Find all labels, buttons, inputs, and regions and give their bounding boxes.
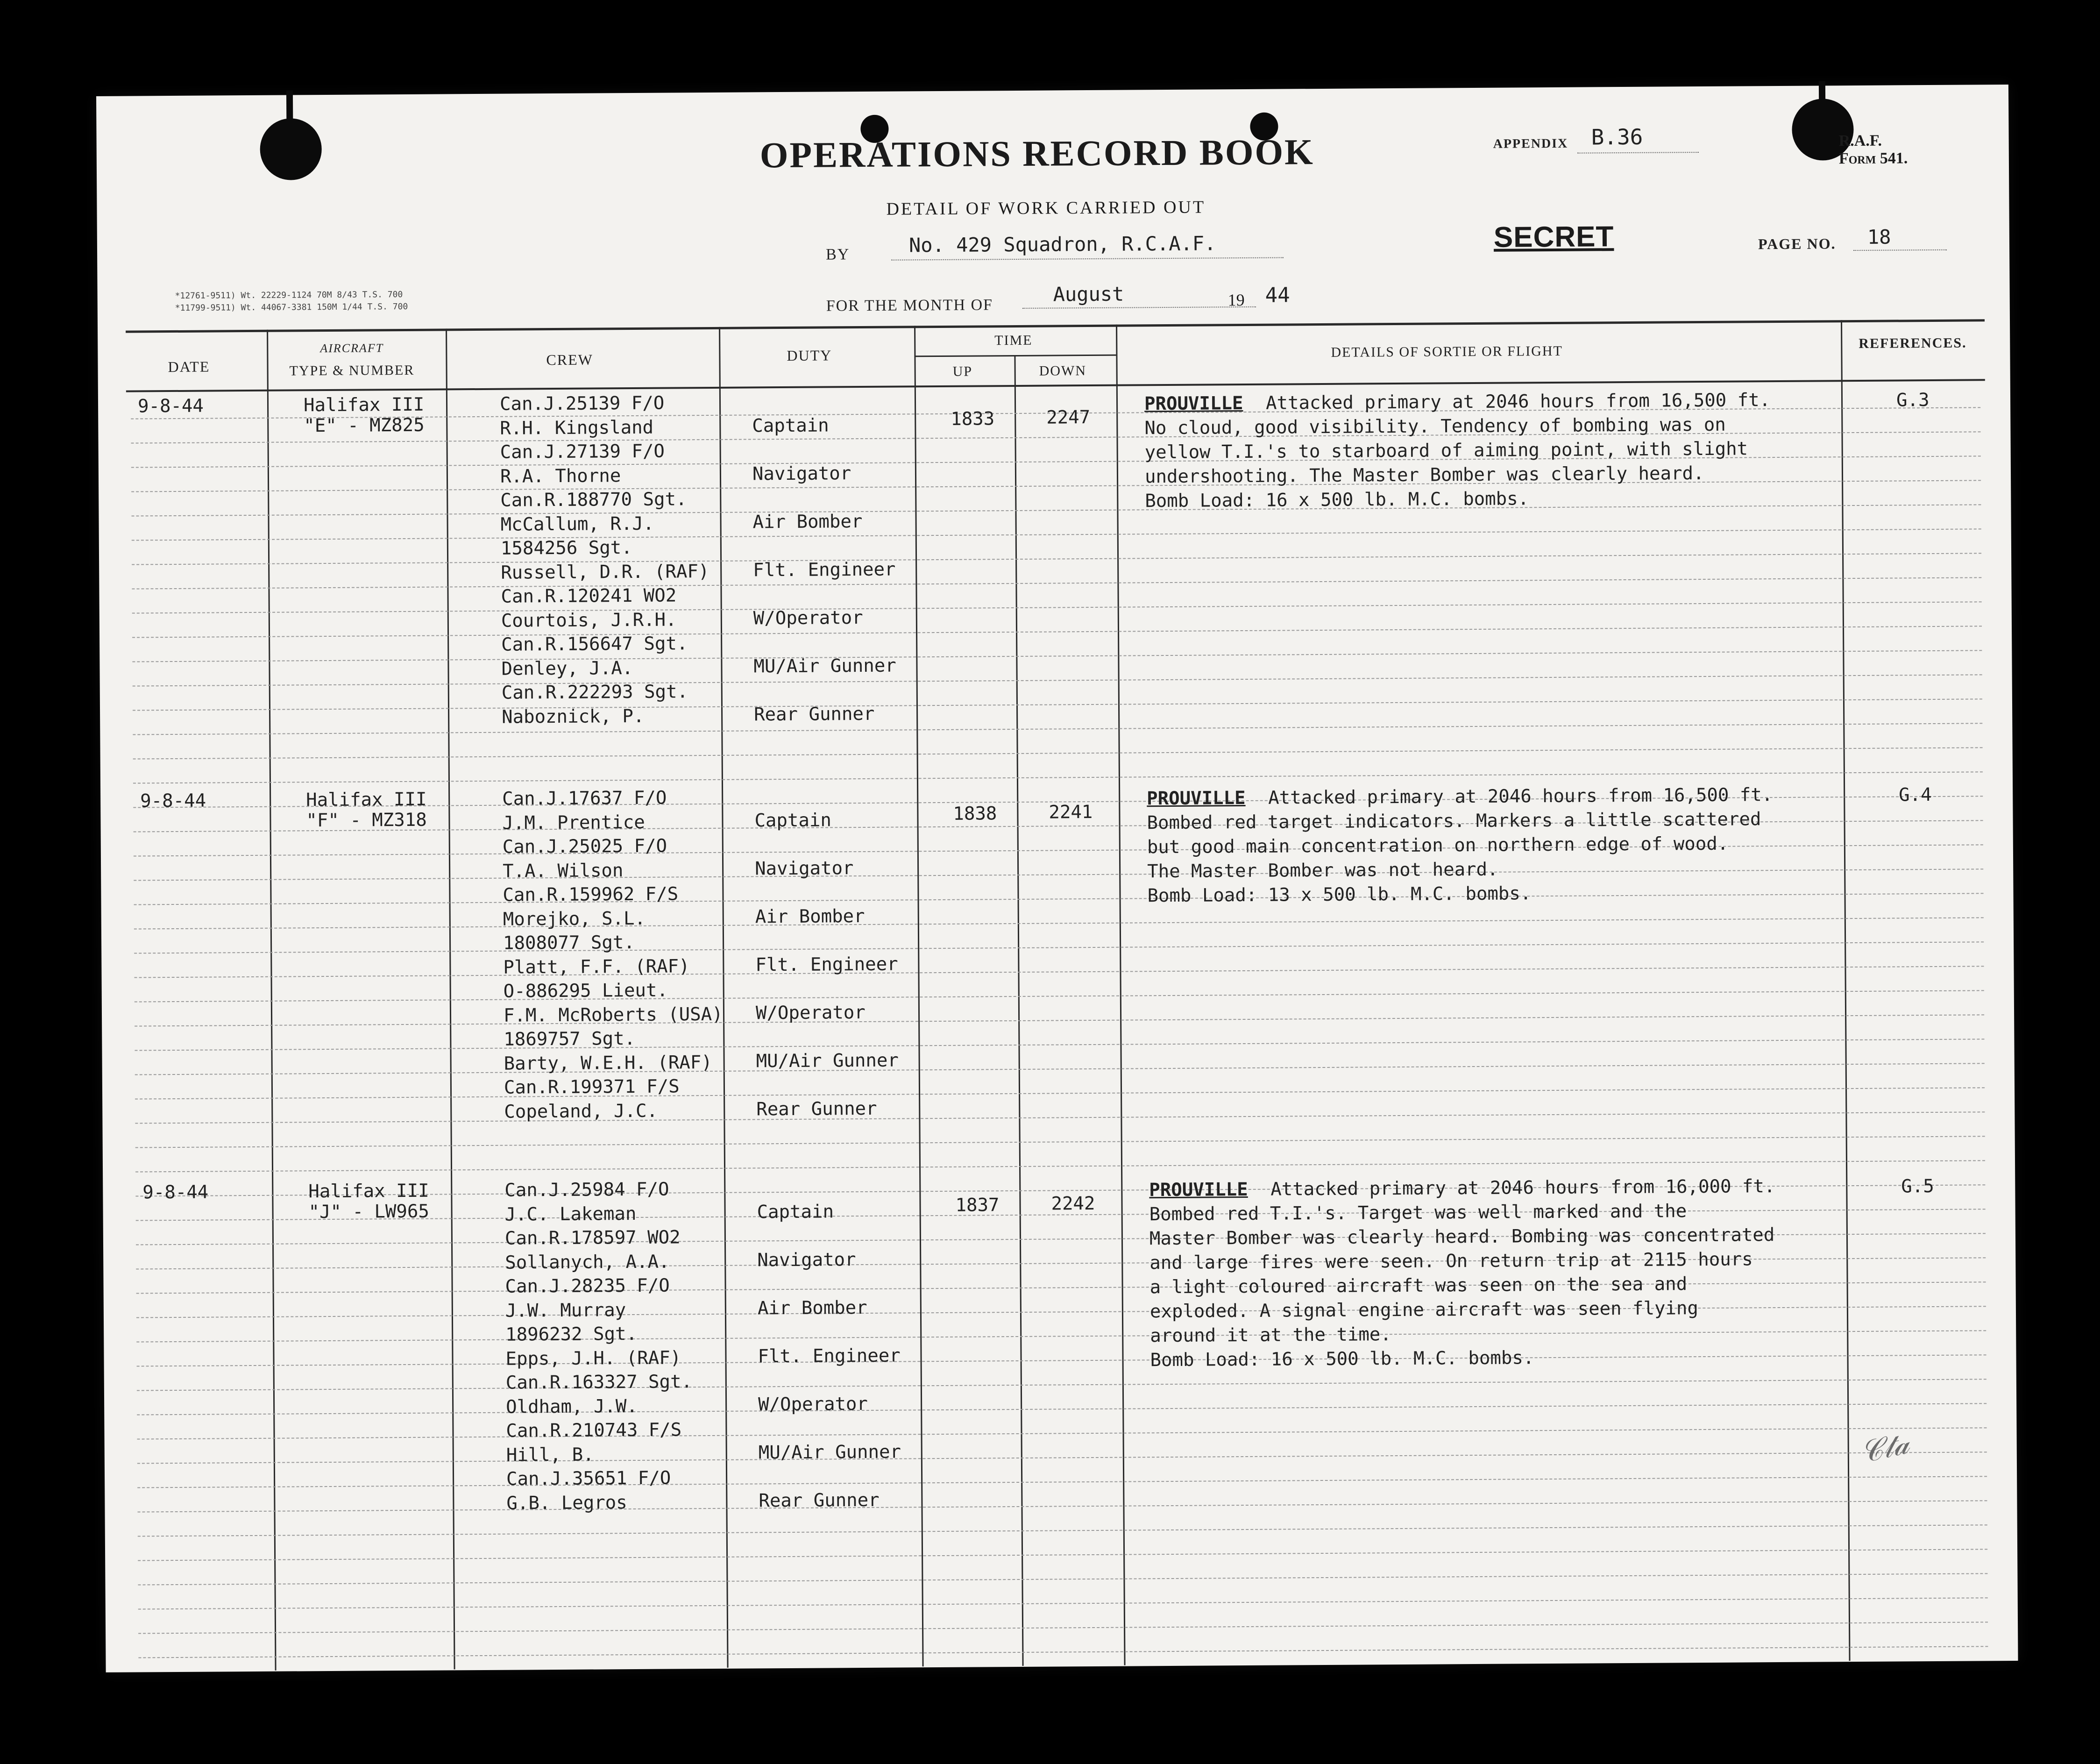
ruled-line	[135, 1014, 1984, 1026]
secret-stamp: SECRET	[1493, 220, 1614, 254]
duty-label: Navigator	[752, 463, 851, 485]
crew-line: Can.J.17637 F/O	[502, 787, 667, 810]
ruled-line	[133, 771, 1983, 783]
ruled-line	[135, 1111, 1985, 1124]
aircraft-type: Halifax III	[306, 789, 427, 811]
reference-code: G.3	[1896, 390, 1930, 411]
ruled-line	[135, 990, 1984, 1002]
duty-label: Flt. Engineer	[755, 953, 898, 976]
page-line	[1853, 249, 1947, 251]
ruled-line	[135, 1063, 1985, 1075]
duty-label: W/Operator	[755, 1002, 866, 1024]
col-time: TIME	[994, 332, 1033, 349]
col-details: DETAILS OF SORTIE OR FLIGHT	[1331, 343, 1563, 360]
detail-line: around it at the time.	[1150, 1324, 1391, 1347]
ruled-line	[138, 1597, 1988, 1609]
crew-line: Hill, B.	[506, 1444, 594, 1466]
detail-line: but good main concentration on northern edge of wood.	[1147, 833, 1729, 858]
crew-line: Russell, D.R. (RAF)	[501, 561, 709, 583]
target-name: PROUVILLE	[1149, 1179, 1248, 1201]
appendix-value: B.36	[1591, 124, 1643, 150]
duty-label: Air Bomber	[757, 1297, 867, 1319]
form-code-2: Form 541.	[1838, 149, 1908, 168]
aircraft-type: Halifax III	[303, 394, 425, 416]
crew-line: Can.R.159962 F/S	[503, 883, 679, 906]
ruled-line	[132, 601, 1982, 613]
crew-line: 1896232 Sgt.	[505, 1323, 638, 1345]
duty-label: W/Operator	[758, 1393, 868, 1415]
ruled-line	[133, 747, 1983, 759]
crew-line: Can.J.25025 F/O	[502, 835, 667, 858]
detail-line: undershooting. The Master Bomber was clearly heard.	[1144, 462, 1704, 488]
duty-label: Captain	[757, 1201, 834, 1223]
ruled-line	[134, 868, 1983, 881]
year-value: 44	[1265, 283, 1290, 307]
form-title: OPERATIONS RECORD BOOK	[759, 131, 1315, 176]
ruled-line	[137, 1403, 1986, 1415]
aircraft-number: "E" - MZ825	[304, 414, 425, 437]
aircraft-number: "J" - LW965	[308, 1201, 430, 1223]
crew-line: Denley, J.A.	[501, 657, 633, 680]
duty-label: Rear Gunner	[759, 1489, 880, 1512]
ruled-line	[134, 893, 1984, 905]
ruled-line	[131, 504, 1981, 516]
reference-code: G.5	[1901, 1176, 1934, 1197]
ruled-line	[137, 1476, 1987, 1488]
time-down: 2247	[1046, 407, 1091, 428]
print-code-1: *12761-9511) Wt. 22229-1124 70M 8/43 T.S. 700	[175, 289, 403, 301]
sortie-date: 9-8-44	[137, 395, 204, 417]
crew-line: Can.R.178597 WO2	[504, 1227, 681, 1249]
page-number: 18	[1867, 225, 1891, 249]
ruled-line	[132, 553, 1981, 565]
ruled-line	[137, 1427, 1987, 1439]
detail-line: a light coloured aircraft was seen on the sea and	[1149, 1273, 1688, 1298]
crew-line: Can.R.163327 Sgt.	[505, 1371, 693, 1394]
crew-line: Oldham, J.W.	[506, 1395, 638, 1418]
col-references: REFERENCES.	[1859, 335, 1967, 351]
target-name: PROUVILLE	[1144, 393, 1243, 415]
detail-line: Bomb Load: 13 x 500 lb. M.C. bombs.	[1147, 883, 1532, 907]
crew-line: Epps, J.H. (RAF)	[505, 1347, 681, 1370]
col-time-up: UP	[952, 363, 973, 379]
detail-line: Bomb Load: 16 x 500 lb. M.C. bombs.	[1150, 1347, 1534, 1371]
col-rule-time	[1014, 355, 1023, 1666]
punch-hole-left	[260, 118, 322, 180]
print-code-2: *11799-9511) Wt. 44067-3381 150M 1/44 T.S. 700	[175, 301, 408, 313]
crew-line: 1808077 Sgt.	[503, 932, 635, 954]
reference-code: G.4	[1899, 784, 1932, 806]
duty-label: W/Operator	[753, 607, 863, 629]
crew-line: Sollanych, A.A.	[505, 1251, 670, 1273]
ruled-line	[138, 1549, 1987, 1561]
col-aircraft: AIRCRAFT	[320, 341, 384, 356]
ruled-line	[133, 698, 1982, 711]
ruled-line	[135, 1160, 1985, 1172]
crew-line: Copeland, J.C.	[504, 1100, 658, 1123]
crew-line: Can.R.210743 F/S	[506, 1419, 682, 1442]
detail-line: Bombed red target indicators. Markers a little scattered	[1147, 809, 1761, 834]
duty-label: Rear Gunner	[753, 703, 875, 726]
duty-label: Flt. Engineer	[753, 559, 896, 581]
crew-line: T.A. Wilson	[503, 860, 624, 882]
squadron-value: No. 429 Squadron, R.C.A.F.	[908, 232, 1216, 257]
ruled-line	[135, 1038, 1984, 1051]
detail-line: Attacked primary at 2046 hours from 16,000 ft.	[1270, 1176, 1775, 1200]
ruled-line	[138, 1524, 1987, 1536]
duty-label: Air Bomber	[755, 905, 865, 928]
crew-line: 1584256 Sgt.	[500, 537, 632, 559]
month-label: FOR THE MONTH OF	[826, 296, 993, 315]
duty-label: Navigator	[757, 1249, 856, 1271]
crew-line: Morejko, S.L.	[503, 908, 646, 930]
ruled-line	[137, 1354, 1986, 1366]
crew-line: R.H. Kingsland	[500, 417, 654, 439]
crew-line: R.A. Thorne	[500, 465, 621, 487]
appendix-label: APPENDIX	[1493, 136, 1568, 151]
detail-line: Bombed red T.I.'s. Target was well marked and the	[1149, 1201, 1687, 1225]
crew-line: Naboznick, P.	[501, 705, 645, 728]
crew-line: Platt, F.F. (RAF)	[503, 955, 690, 978]
ruled-line	[137, 1451, 1987, 1464]
col-crew: CREW	[546, 351, 594, 369]
ruled-line	[135, 966, 1984, 978]
detail-line: Attacked primary at 2046 hours from 16,500 ft.	[1265, 390, 1771, 414]
ruled-line	[134, 917, 1984, 929]
duty-label: MU/Air Gunner	[753, 655, 896, 677]
sortie-date: 9-8-44	[142, 1181, 209, 1203]
month-line	[1022, 306, 1256, 309]
col-time-down: DOWN	[1039, 363, 1087, 379]
crew-line: Courtois, J.R.H.	[501, 609, 677, 632]
ruled-line	[133, 674, 1982, 686]
ruled-line	[133, 723, 1982, 735]
detail-line: yellow T.I.'s to starboard of aiming point, with slight	[1144, 438, 1748, 463]
duty-label: MU/Air Gunner	[758, 1441, 901, 1464]
crew-line: G.B. Legros	[506, 1492, 627, 1514]
detail-line: Attacked primary at 2046 hours from 16,500 ft.	[1268, 784, 1773, 809]
ruled-line	[134, 941, 1984, 953]
ruled-line	[132, 577, 1981, 589]
ruled-line	[137, 1379, 1986, 1391]
crew-line: Can.J.27139 F/O	[500, 441, 665, 463]
detail-line: The Master Bomber was not heard.	[1147, 859, 1498, 882]
crew-line: Can.R.199371 F/S	[504, 1076, 680, 1098]
duty-label: Flt. Engineer	[758, 1345, 901, 1367]
time-down: 2242	[1051, 1193, 1095, 1215]
duty-label: Rear Gunner	[756, 1098, 877, 1120]
duty-label: Captain	[752, 415, 829, 437]
crew-line: O-886295 Lieut.	[503, 980, 668, 1002]
form-code-1: R.A.F.	[1838, 132, 1882, 150]
ruled-line	[136, 1330, 1986, 1342]
crew-line: Can.J.25139 F/O	[499, 392, 665, 415]
time-up: 1837	[955, 1195, 1000, 1216]
crew-line: J.W. Murray	[505, 1299, 626, 1322]
crew-line: Can.J.25984 F/O	[504, 1179, 669, 1201]
by-line	[891, 257, 1284, 260]
aircraft-number: "F" - MZ318	[306, 809, 427, 832]
year-prefix: 19	[1227, 290, 1245, 310]
col-date: DATE	[168, 358, 210, 376]
ruled-lines	[96, 85, 2008, 96]
page-label: PAGE NO.	[1758, 235, 1836, 253]
handwritten-initials: 𝒞𝓉𝒶	[1858, 1426, 1913, 1470]
crew-line: 1869757 Sgt.	[504, 1028, 636, 1050]
ruled-line	[138, 1573, 1987, 1585]
ruled-line	[136, 1306, 1986, 1318]
time-down: 2241	[1049, 801, 1093, 823]
ruled-line	[138, 1622, 1988, 1634]
col-aircraft-sub: TYPE & NUMBER	[289, 362, 415, 379]
duty-label: Captain	[754, 810, 832, 832]
detail-line: exploded. A signal engine aircraft was seen flying	[1149, 1298, 1699, 1323]
aircraft-type: Halifax III	[308, 1180, 429, 1202]
form-paper	[96, 85, 2018, 1672]
ruled-line	[138, 1646, 1988, 1658]
by-label: BY	[825, 246, 850, 263]
table-top-rule	[126, 319, 1985, 333]
detail-line: Master Bomber was clearly heard. Bombing was concentrated	[1149, 1224, 1775, 1250]
detail-line: Bomb Load: 16 x 500 lb. M.C. bombs.	[1145, 488, 1529, 512]
duty-label: Navigator	[754, 858, 854, 880]
crew-line: J.M. Prentice	[502, 811, 645, 834]
detail-line: and large fires were seen. On return trip at 2115 hours	[1149, 1249, 1753, 1274]
crew-line: Can.J.28235 F/O	[505, 1275, 670, 1297]
ruled-line	[132, 650, 1982, 662]
crew-line: Can.R.156647 Sgt.	[501, 633, 688, 655]
crew-line: F.M. McRoberts (USA)	[503, 1003, 723, 1026]
ruled-line	[138, 1500, 1987, 1512]
crew-line: McCallum, R.J.	[500, 513, 654, 535]
ruled-line	[132, 528, 1981, 541]
time-up: 1838	[953, 803, 997, 825]
appendix-line	[1577, 152, 1699, 154]
crew-line: Can.R.188770 Sgt.	[500, 489, 687, 511]
duty-label: Air Bomber	[752, 511, 863, 533]
ruled-line	[136, 1281, 1986, 1294]
col-duty: DUTY	[787, 347, 832, 364]
crew-line: Can.R.222293 Sgt.	[501, 681, 688, 704]
sortie-date: 9-8-44	[140, 790, 206, 812]
ruled-line	[135, 1087, 1985, 1099]
ruled-line	[132, 626, 1982, 638]
form-subtitle: DETAIL OF WORK CARRIED OUT	[886, 197, 1206, 219]
time-up: 1833	[951, 408, 995, 430]
month-value: August	[1053, 282, 1124, 306]
crew-line: Can.J.35651 F/O	[506, 1467, 671, 1490]
crew-line: J.C. Lakeman	[504, 1203, 637, 1225]
ruled-line	[135, 1136, 1985, 1148]
crew-line: Barty, W.E.H. (RAF)	[504, 1052, 712, 1074]
detail-line: No cloud, good visibility. Tendency of bombing was on	[1144, 414, 1726, 439]
target-name: PROUVILLE	[1147, 787, 1246, 810]
crew-line: Can.R.120241 WO2	[501, 585, 677, 607]
duty-label: MU/Air Gunner	[756, 1050, 899, 1072]
